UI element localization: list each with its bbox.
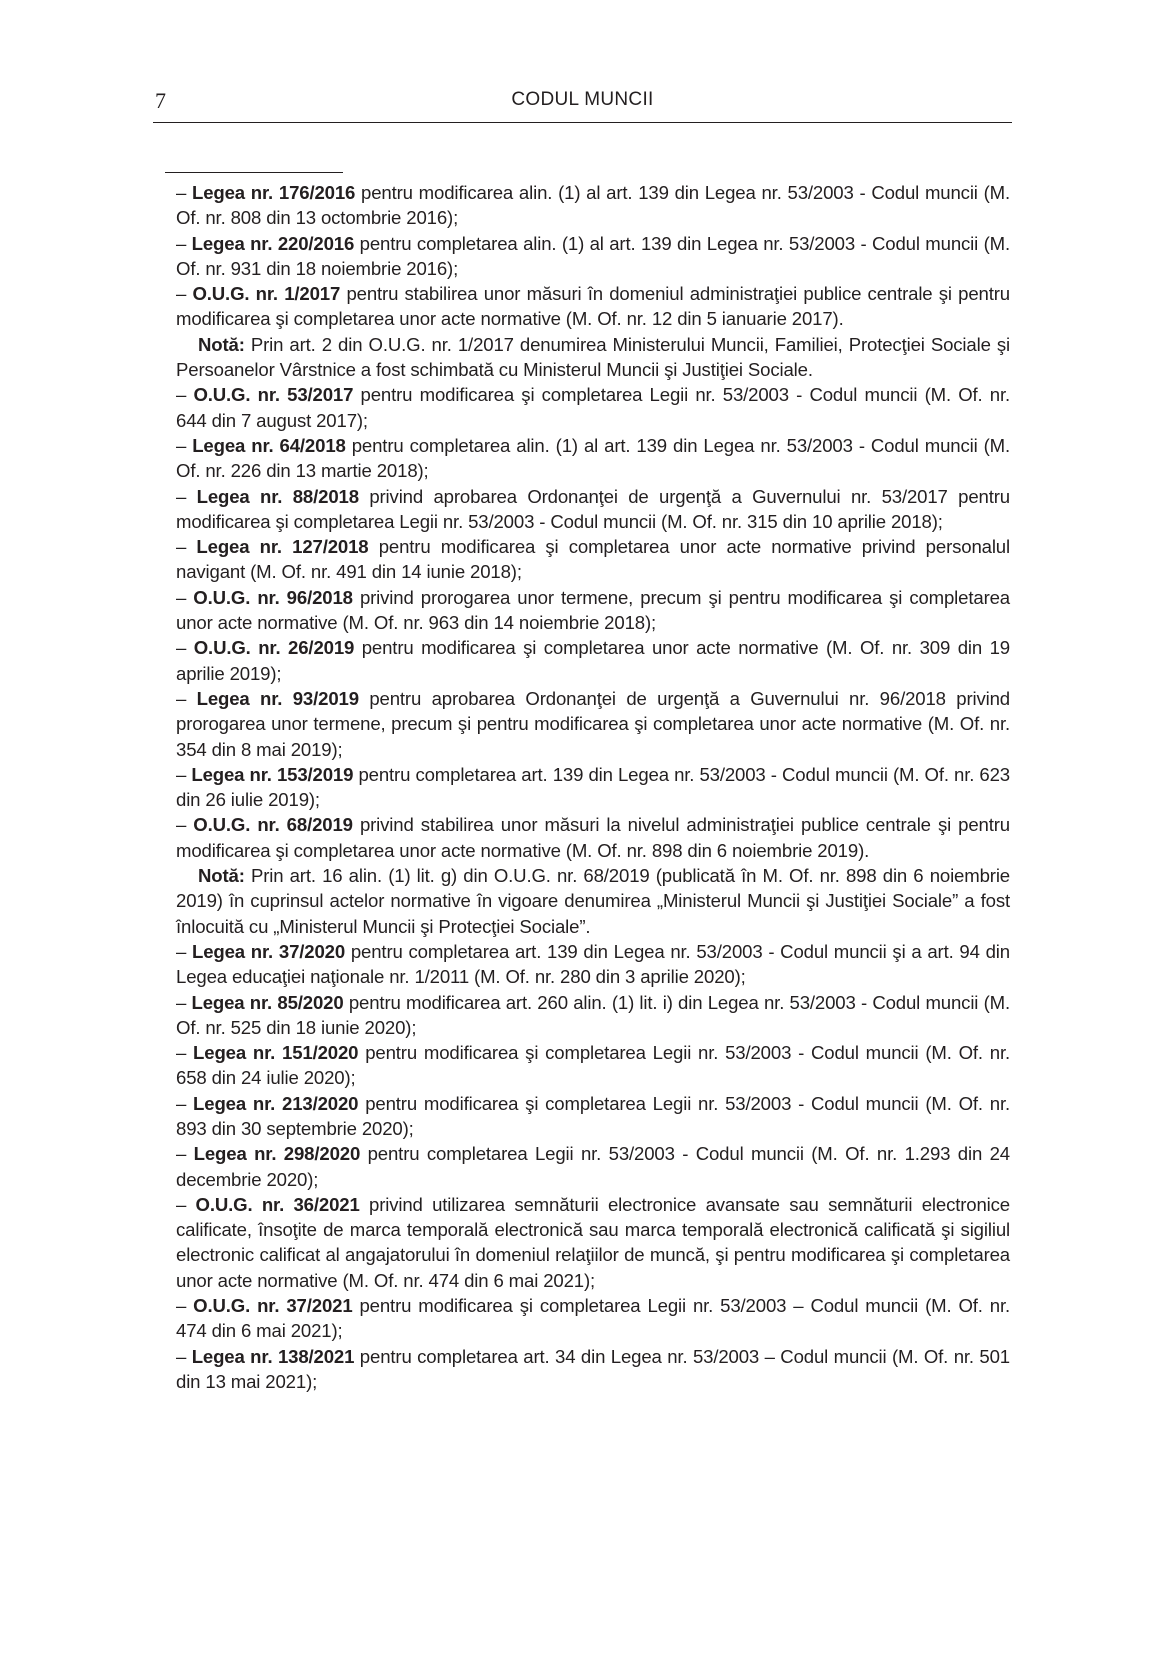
amendment-entry [176,990,1010,1041]
amendment-entry [176,231,1010,282]
entry-text: privind aprobarea Ordonanţei de urgenţă a Guvernului nr. 53/2017 pentru modificarea şi completarea Legii nr. 53/2003 - Codul muncii (M. Of. nr. 315 din 10 aprilie 2018); [176,485,1010,532]
amendment-entry [176,812,1010,863]
entry-text: privind utilizarea semnăturii electronice avansate sau semnăturii electronice calificate, însoţite de marca temporală electronică sau marca temporală electronică calificată şi sigiliul electronic calificat al angajatorului în domeniul relaţiilor de muncă, şi pentru modificarea şi completarea unor acte normative (M. Of. nr. 474 din 6 mai 2021); [176,1193,1010,1291]
entry-text: pentru modificarea şi completarea Legii nr. 53/2003 – Codul muncii (M. Of. nr. 474 din 6 mai 2021); [176,1295,1010,1342]
entry-text: pentru completarea art. 34 din Legea nr. 53/2003 – Codul muncii (M. Of. nr. 501 din 13 mai 2021); [176,1345,1010,1392]
amendment-entry [176,534,1010,585]
entry-dash: – [176,763,192,785]
act-reference: O.U.G. nr. 37/2021 [193,1295,353,1317]
entry-text: pentru modificarea şi completarea Legii nr. 53/2003 - Codul muncii (M. Of. nr. 658 din 24 iulie 2020); [176,1042,1010,1089]
entry-text: privind stabilirea unor măsuri la nivelul administraţiei publice centrale şi pentru modificarea şi completarea unor acte normative (M. Of. nr. 898 din 6 noiembrie 2019). [176,814,1010,861]
entry-dash: – [176,536,197,558]
entry-text: pentru modificarea şi completarea Legii nr. 53/2003 - Codul muncii (M. Of. nr. 644 din 7 august 2017); [176,384,1011,431]
act-reference: Legea nr. 151/2020 [193,1042,359,1064]
entry-text: pentru completarea Legii nr. 53/2003 - Codul muncii (M. Of. nr. 1.293 din 24 decembrie 2020); [176,1143,1010,1190]
entry-text: pentru aprobarea Ordonanţei de urgenţă a Guvernului nr. 96/2018 privind prorogarea unor termene, precum şi pentru modificarea şi completarea unor acte normative (M. Of. nr. 354 din 8 mai 2019); [176,687,1010,760]
entry-dash: – [176,434,193,456]
entry-text: pentru completarea alin. (1) al art. 139 din Legea nr. 53/2003 - Codul muncii (M. Of. nr. 931 din 18 noiembrie 2016); [176,232,1010,279]
amendment-entry [176,1192,1010,1293]
entry-text: privind prorogarea unor termene, precum şi pentru modificarea şi completarea unor acte normative (M. Of. nr. 963 din 14 noiembrie 2018); [176,586,1010,634]
act-reference: Legea nr. 298/2020 [193,1143,361,1165]
amendment-entry [176,1040,1010,1091]
amendment-entry [176,762,1010,813]
entry-text: pentru modificarea art. 260 alin. (1) lit. i) din Legea nr. 53/2003 - Codul muncii (M. Of. nr. 525 din 18 iunie 2020); [176,991,1010,1038]
act-reference: O.U.G. nr. 53/2017 [193,384,354,406]
footnote-divider [165,172,343,173]
amendment-entry [176,433,1010,484]
amendment-entry [176,281,1010,332]
entry-dash: – [176,1092,194,1114]
act-reference: Legea nr. 64/2018 [192,434,346,456]
act-reference: O.U.G. nr. 1/2017 [192,283,341,305]
amendment-entry [176,484,1010,535]
entry-dash: – [176,232,192,254]
entry-text: pentru modificarea şi completarea unor acte normative privind personalul navigant (M. Of. nr. 491 din 14 iunie 2018); [176,536,1010,583]
note-label: Notă: [198,333,245,355]
entry-text: pentru modificarea şi completarea unor acte normative (M. Of. nr. 309 din 19 aprilie 2019); [176,637,1010,684]
act-reference: O.U.G. nr. 96/2018 [193,586,353,608]
entry-dash: – [176,814,194,836]
running-header [153,88,1012,123]
entry-dash: – [176,1143,194,1165]
amendment-entry [176,686,1010,762]
entry-text: Prin art. 2 din O.U.G. nr. 1/2017 denumirea Ministerului Muncii, Familiei, Protecţiei Sociale şi Persoanelor Vârstnice a fost schimbată cu Ministerul Muncii şi Justiţiei Sociale. [176,333,1010,381]
entry-dash: – [176,1042,194,1064]
entry-dash: – [176,283,193,305]
act-reference: O.U.G. nr. 36/2021 [195,1193,360,1215]
entry-dash: – [176,637,194,659]
running-title: CODUL MUNCII [511,89,654,110]
entry-text: Prin art. 16 alin. (1) lit. g) din O.U.G. nr. 68/2019 (publicată în M. Of. nr. 898 din 6 noiembrie 2019) în cuprinsul actelor normative în vigoare denumirea „Ministerul Muncii şi Justiţiei Sociale” a fost înlocuită cu „Ministerul Muncii şi Protecţiei Sociale”. [176,865,1010,937]
act-reference: Legea nr. 93/2019 [196,687,359,709]
amendment-entry [176,180,1010,231]
act-reference: Legea nr. 153/2019 [191,763,354,785]
amendment-entry [176,1293,1010,1344]
act-reference: Legea nr. 127/2018 [196,536,369,558]
entry-dash: – [176,182,192,203]
entry-text: pentru completarea art. 139 din Legea nr. 53/2003 - Codul muncii (M. Of. nr. 623 din 26 iulie 2019); [176,763,1010,811]
entry-dash: – [176,384,194,406]
entry-text: pentru modificarea şi completarea Legii nr. 53/2003 - Codul muncii (M. Of. nr. 893 din 30 septembrie 2020); [176,1092,1010,1139]
entry-dash: – [176,940,192,962]
note-paragraph [176,863,1010,939]
note-paragraph [176,332,1010,383]
amendment-entry [176,1344,1010,1395]
entry-dash: – [176,586,194,608]
entry-dash: – [176,991,192,1013]
amendment-entry [176,585,1010,636]
act-reference: Legea nr. 85/2020 [191,991,344,1013]
amendment-entry [176,1141,1010,1192]
amendment-entry [176,939,1010,990]
footnote-list [176,180,1010,1394]
act-reference: O.U.G. nr. 26/2019 [193,637,355,659]
entry-dash: – [176,1193,196,1215]
entry-text: pentru stabilirea unor măsuri în domeniul administraţiei publice centrale şi pentru modificarea şi completarea unor acte normative (M. Of. nr. 12 din 5 ianuarie 2017). [176,283,1010,330]
entry-dash: – [176,485,197,507]
act-reference: Legea nr. 213/2020 [193,1092,359,1114]
entry-text: pentru completarea art. 139 din Legea nr. 53/2003 - Codul muncii şi a art. 94 din Legea educaţiei naţionale nr. 1/2011 (M. Of. nr. 280 din 3 aprilie 2020); [176,940,1010,988]
entry-dash: – [176,687,197,709]
act-reference: Legea nr. 37/2020 [192,940,346,962]
entry-text: pentru modificarea alin. (1) al art. 139 din Legea nr. 53/2003 - Codul muncii (M. Of. nr. 808 din 13 octombrie 2016); [176,182,1010,229]
act-reference: Legea nr. 88/2018 [196,485,359,507]
amendment-entry [176,382,1010,433]
act-reference: O.U.G. nr. 68/2019 [193,814,353,836]
entry-dash: – [176,1295,194,1317]
entry-text: pentru completarea alin. (1) al art. 139 din Legea nr. 53/2003 - Codul muncii (M. Of. nr. 226 din 13 martie 2018); [176,434,1010,482]
amendment-entry [176,1091,1010,1142]
act-reference: Legea nr. 176/2016 [192,182,356,203]
entry-dash: – [176,1345,192,1367]
amendment-entry [176,635,1010,686]
page-number: 7 [155,88,166,113]
act-reference: Legea nr. 138/2021 [191,1345,355,1367]
act-reference: Legea nr. 220/2016 [191,232,355,254]
note-label: Notă: [198,865,245,887]
